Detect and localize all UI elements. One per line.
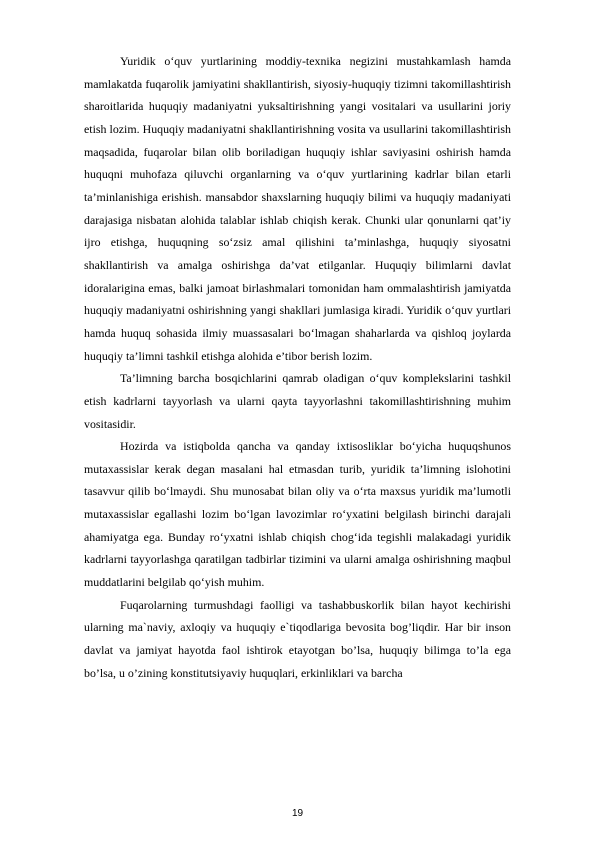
document-body [84,50,511,684]
paragraph-4: Fuqarolarning turmushdagi faolligi va tashabbuskorlik bilan hayot kechirishi ularning ma`naviy, axloqiy va huquqiy e`tiqodlariga bevosita bog’liqdir. Har bir inson davlat va jamiyat hayotda faol ishtirok etayotgan bo’lsa, huquqiy bilimga to’la ega bo’lsa, u o’zining konstitutsiyaviy huquqlari, erkinliklari va barcha [84,597,511,680]
paragraph-3: Hozirda va istiqbolda qancha va qanday ixtisosliklar bo‘yicha huquqshunos mutaxassislar kerak degan masalani hal etmasdan turib, yuridik ta’limning islohotini tasavvur qilib bo‘lmaydi. Shu munosabat bilan oliy va o‘rta maxsus yuridik ma’lumotli mutaxassislar egallashi lozim bo‘lgan lavozimlar ro‘yxatini belgilash birinchi darajali ahamiyatga ega. Bunday ro‘yxatni ishlab chiqish chog‘ida tegishli malakadagi yuridik kadrlarni tayyorlashga qaratilgan tadbirlar tizimini va ularni amalga oshirishning maqbul muddatlarini belgilab qo‘yish muhim. [84,439,511,590]
page-number: 19 [291,808,304,819]
paragraph-1: Yuridik o‘quv yurtlarining moddiy-texnika negizini mustahkamlash hamda mamlakatda fuqarolik jamiyatini shakllantirish, siyosiy-huquqiy tizimni takomillashtirish sharoitlarida huquqiy madaniyatni yuksaltirishning yangi vositalari va usullarini joriy etish lozim. Huquqiy madaniyatni shakllantirishning vosita va usullarini takomillashtirish maqsadida, fuqarolar bilan olib boriladigan huquqiy ishlar saviyasini oshirish hamda huquqni muhofaza qiluvchi organlarning va o‘quv yurtlarining kadrlar bilan etarli ta’minlanishiga erishish. mansabdor shaxslarning huquqiy bilimi va huquqiy madaniyati darajasiga nisbatan alohida talablar ishlab chiqish kerak. Chunki ular qonunlarni qat’iy ijro etishga, huquqning so‘zsiz amal qilishini ta’minlashga, huquqiy siyosatni shakllantirish va amalga oshirishga da’vat etilganlar. Huquqiy bilimlarni davlat idoralarigina emas, balki jamoat birlashmalari tomonidan ham ommalashtirish jamiyatda huquqiy madaniyatni oshirishning yangi shakllari jumlasiga kiradi. Yuridik o‘quv yurtlari hamda huquq sohasida ilmiy muassasalari bo‘lmagan shaharlarda va qishloq joylarda huquqiy ta’limni tashkil etishga alohida e’tibor berish lozim. [84,54,511,363]
paragraph-2: Ta’limning barcha bosqichlarini qamrab oladigan o‘quv komplekslarini tashkil etish kadrlarni tayyorlash va ularni qayta tayyorlashni takomillashtirishning muhim vositasidir. [84,371,511,431]
